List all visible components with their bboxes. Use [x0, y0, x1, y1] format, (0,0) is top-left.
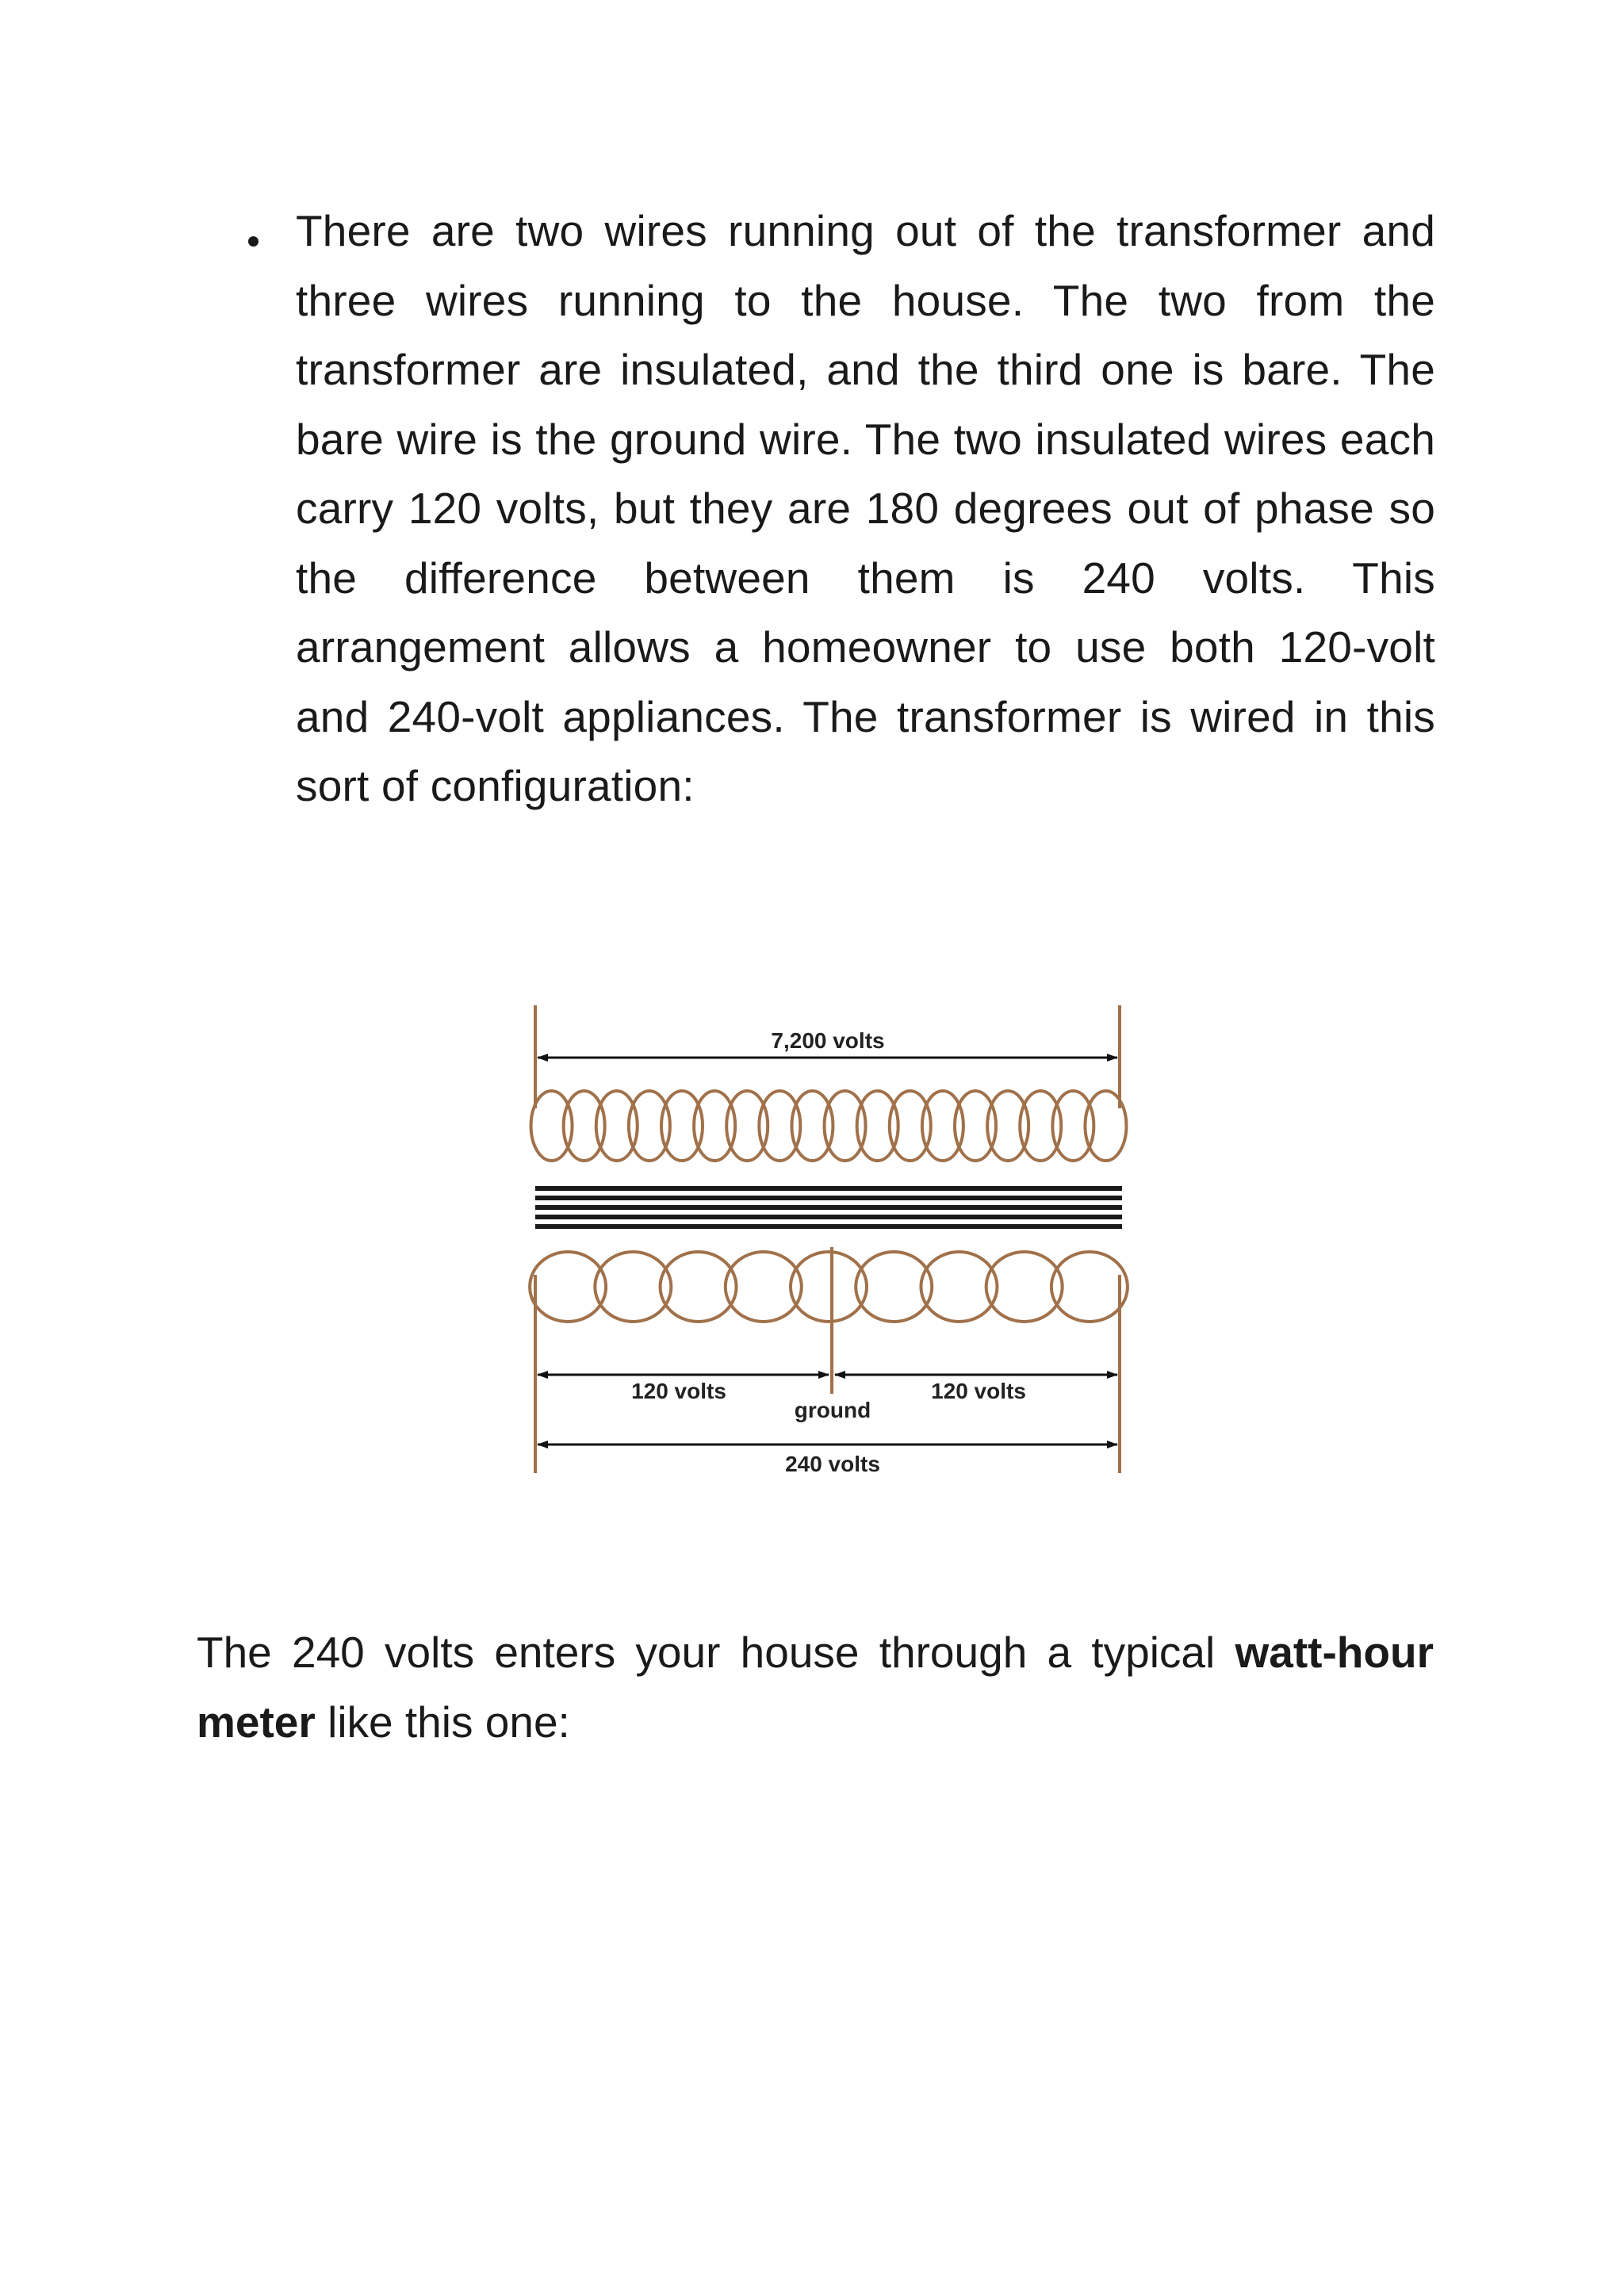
bullet-dot-icon — [248, 236, 259, 247]
paragraph-tail-text: like this one: — [315, 1697, 570, 1747]
ground-label: ground — [794, 1398, 871, 1422]
primary-coil — [531, 1091, 1127, 1161]
primary-voltage-label: 7,200 volts — [771, 1028, 885, 1053]
primary-coil-loop — [531, 1091, 573, 1161]
primary-coil-loop — [857, 1091, 898, 1161]
watt-hour-paragraph — [197, 1617, 1434, 1757]
primary-coil-loop — [922, 1091, 963, 1161]
transformer-core — [535, 1186, 1122, 1229]
primary-coil-loop — [1052, 1091, 1094, 1161]
primary-coil-loop — [661, 1091, 703, 1161]
primary-coil-loop — [694, 1091, 735, 1161]
primary-coil-loop — [629, 1091, 670, 1161]
primary-coil-loop — [596, 1091, 638, 1161]
primary-coil-loop — [825, 1091, 866, 1161]
total-240-volt-label: 240 volts — [785, 1452, 880, 1476]
primary-coil-loop — [726, 1091, 768, 1161]
primary-coil-loop — [955, 1091, 996, 1161]
transformer-diagram — [523, 1005, 1134, 1477]
primary-coil-loop — [890, 1091, 931, 1161]
left-120-volt-label: 120 volts — [631, 1379, 726, 1403]
primary-coil-loop — [564, 1091, 605, 1161]
primary-coil-loop — [759, 1091, 800, 1161]
primary-coil-loop — [987, 1091, 1028, 1161]
secondary-coil — [530, 1252, 1128, 1322]
bullet-item — [238, 197, 1435, 821]
paragraph-bold-term: watt-hour meter — [197, 1628, 1434, 1747]
primary-coil-loop — [791, 1091, 833, 1161]
right-120-volt-label: 120 volts — [931, 1379, 1026, 1403]
bullet-paragraph: There are two wires running out of the transformer and three wires running to the house. The two from the transformer are insulated, and the third one is bare. The bare wire is the ground wire. The two insulated wires each carry 120 volts, but they are 180 degrees out of phase so the difference between them is 240 volts. This arrangement allows a homeowner to use both 120-volt and 240-volt appliances. The transformer is wired in this sort of configuration: — [296, 206, 1435, 810]
transformer-diagram-svg — [523, 1005, 1134, 1477]
paragraph-lead-text: The 240 volts enters your house through a typical — [197, 1628, 1235, 1677]
primary-coil-loop — [1085, 1091, 1126, 1161]
primary-coil-loop — [1020, 1091, 1061, 1161]
